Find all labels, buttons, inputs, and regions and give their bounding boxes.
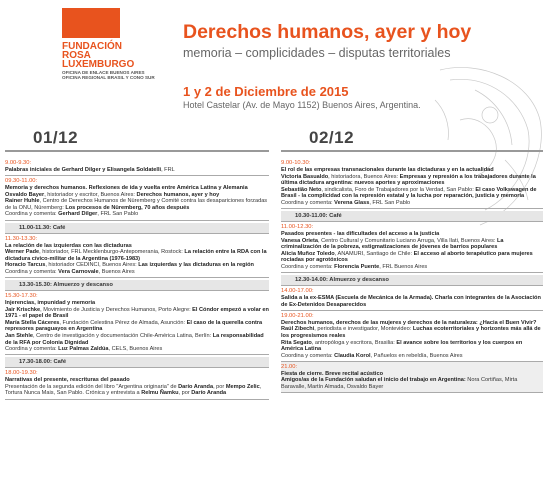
day2-heading: 02/12 [281, 128, 543, 152]
session-time: 15.30-17.30: [5, 293, 38, 300]
session [5, 176, 269, 220]
session [281, 286, 543, 311]
break-row: 10.30-11.00: Café [281, 211, 543, 222]
session-text: El rol de las empresas transnacionales durante las dictaduras y en la actualidad Victoria Basualdo, historiadora, Buenos Aires: Empresas y represión a los trabajadores durante la última dictadura argentina: nuevos aportes y aproximaciones Sebastião Neto, sindicalista, Foro de Trabajadores por la Verdad, San Pablo: El caso Volkswagen de Brasil - la complicidad con la represión estatal y la lucha por reparación, justicia y memoria Coordina y comenta: Verena Glass, FRL San Pablo [281, 167, 543, 209]
org-sub-2: OFICINA REGIONAL BRASIL Y CONO SUR [62, 75, 155, 80]
session [281, 158, 543, 209]
event-venue: Hotel Castelar (Av. de Mayo 1152) Buenos Aires, Argentina. [183, 100, 421, 110]
page-title: Derechos humanos, ayer y hoy [183, 21, 472, 43]
page-subtitle: memoria – complicidades – disputas territoriales [183, 46, 451, 60]
org-name [62, 42, 182, 80]
event-date: 1 y 2 de Diciembre de 2015 [183, 84, 349, 99]
session [5, 291, 269, 355]
org-line-1: FUNDACIÓN [62, 41, 122, 52]
day1-heading: 01/12 [5, 128, 269, 152]
break-row: 17.30-18.00: Café [5, 357, 269, 368]
session [5, 368, 269, 399]
session-time: 18.00-19.30: [5, 370, 38, 377]
session-text: Memoria y derechos humanos. Reflexiones de ida y vuelta entre América Latina y Alemania Osvaldo Bayer, historiador y escritor, Buenos Aires: Derechos humanos, ayer y hoy Rainer Huhle, Centro de Derechos Humanos de Nüremberg y Comité contra las desapariciones forzadas de la ONU, Nüremberg: Los procesos de Nüremberg, 70 años después Coordina y comenta: Gerhard Dilger, FRL San Pablo [5, 185, 269, 220]
break-row: 12.30-14.00: Almuerzo y descanso [281, 275, 543, 286]
break-row: 11.00-11.30: Café [5, 223, 269, 234]
org-sub [62, 70, 182, 80]
session-text: Fiesta de cierre. Breve recital acústico Amigos/as de la Fundación saludan el inicio del trabajo en Argentina: Nora Cortiñas, Mirta Baravalle, Martín Almada, Osvaldo Bayer [281, 371, 543, 393]
session-time: 14.00-17.00: [281, 288, 314, 295]
org-sub-1: OFICINA DE ENLACE BUENOS AIRES [62, 70, 145, 75]
session-text: La relación de las izquierdas con las dictaduras Werner Pade, historiador, FRL Mecklenburgo-Antepomerania, Rostock: La relación entre la RDA con la dictadura cívico-militar de la Argentina (1976-1983) Horacio Tarcus, historiador CEDINCI, Buenos Aires: Las izquierdas y las dictaduras en la región Coordina y comenta: Vera Carnovale, Buenos Aires [5, 243, 269, 278]
break-row: 13.30-15.30: Almuerzo y descanso [5, 280, 269, 291]
session-time: 11.00-12.30: [281, 224, 314, 231]
session-time: 9.00-10.30: [281, 160, 311, 166]
logo-block [62, 8, 120, 38]
session-time: 09.30-11.00: [5, 178, 38, 185]
day1-column [5, 128, 269, 400]
session-text: Narrativas del presente, rescrituras del pasado Presentación de la segunda edición del libro "Argentina originaria" de Darío Aranda, por Mempo Zelic, Tortura Nunca Mais, San Pablo. Crónica y entrevista a Relmu Ñamku, por Darío Aranda [5, 377, 269, 399]
session-time: 19.00-21.00: [281, 312, 314, 319]
session [5, 234, 269, 278]
session [281, 311, 543, 362]
session-text: Injerencias, impunidad y memoria Jair Krischke, Movimiento de Justicia y Derechos Humanos, Porto Alegre: El Cóndor empezó a volar en 1971 - el papel de Brasil María Stella Cáceres, Fundación Celestina Pérez de Almada, Asunción: El caso de la querella contra represores paraguayos en Argentina Jan Stehle, Centro de investigación y documentación Chile-América Latina, Berlín: La responsabilidad de la RFA por Colonia Dignidad Coordina y comenta: Luz Palmas Zaldúa, CELS, Buenos Aires [5, 300, 269, 355]
session-text: Derechos humanos, derechos de las mujeres y derechos de la naturaleza: ¿Hacia el Buen Vivir? Raúl Zibechi, periodista e investigador, Montevideo: Luchas ecoterritoriales y horizontes más allá de los progresismos reales Rita Segato, antropóloga y escritora, Brasilia: El avance sobre los territorios y los cuerpos en América Latina Coordina y comenta: Claudia Korol, Pañuelos en rebeldía, Buenos Aires [281, 320, 543, 362]
session-time: 9.00-9.30: [5, 160, 32, 166]
session-time: 21.00: [281, 363, 298, 370]
org-line-3: LUXEMBURGO [62, 59, 135, 70]
session-time: 11.30-13.30: [5, 235, 38, 242]
session [5, 158, 269, 176]
session-text: Salida a la ex-ESMA (Escuela de Mecánica de la Armada). Charla con integrantes de la Asociación de Ex-Detenidos Desaparecidos [281, 295, 543, 311]
session [281, 362, 543, 393]
session-text: Pasados presentes - las dificultades del acceso a la justicia Vanesa Orieta, Centro Cultural y Comunitario Luciano Arruga, Villa Ilati, Buenos Aires: La criminalización de la pobreza, estigmatizaciones de jóvenes de barrios populares Alicia Muñoz Toledo, ANAMURI, Santiago de Chile: El acceso al aborto terapéutico para mujeres rociadas por agrotóxicos Coordina y comenta: Florencia Puente, FRL Buenos Aires [281, 231, 543, 273]
day2-column [281, 128, 543, 393]
session-text: Palabras iniciales de Gerhard Dilger y Elisangela Soldatelli, FRL [5, 167, 269, 176]
session [281, 222, 543, 273]
org-line-2: ROSA [62, 50, 91, 61]
